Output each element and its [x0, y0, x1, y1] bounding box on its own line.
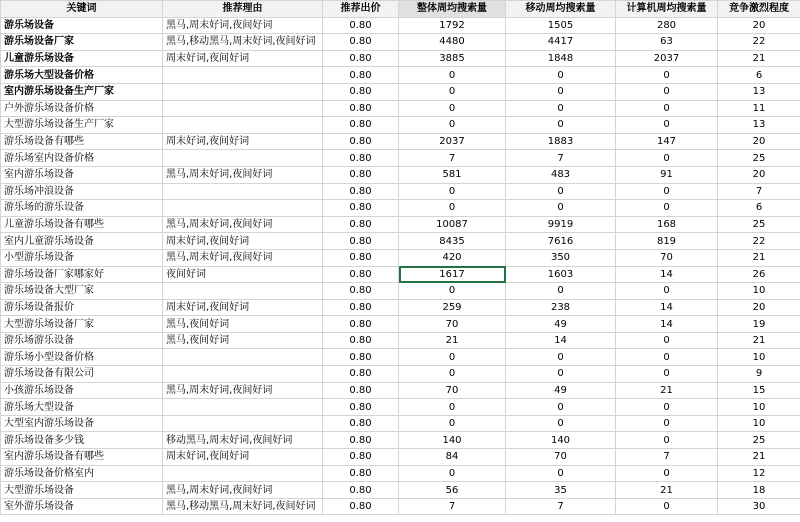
- mobile-search-cell[interactable]: 483: [506, 166, 616, 183]
- pc-search-cell[interactable]: 2037: [616, 50, 718, 67]
- keyword-cell[interactable]: 大型室内游乐场设备: [1, 415, 163, 432]
- total-search-cell[interactable]: 2037: [399, 133, 506, 150]
- mobile-search-cell[interactable]: 0: [506, 349, 616, 366]
- pc-search-cell[interactable]: 7: [616, 449, 718, 466]
- competition-cell[interactable]: 21: [718, 50, 800, 67]
- table-row: [1, 316, 800, 333]
- keyword-cell[interactable]: 游乐场设备有哪些: [1, 133, 163, 150]
- pc-search-cell[interactable]: 0: [616, 332, 718, 349]
- table-row: [1, 67, 800, 84]
- keyword-cell[interactable]: 游乐场设备报价: [1, 299, 163, 316]
- mobile-search-cell[interactable]: 0: [506, 67, 616, 84]
- mobile-search-cell[interactable]: 0: [506, 415, 616, 432]
- total-search-cell[interactable]: 0: [399, 349, 506, 366]
- mobile-search-cell[interactable]: 0: [506, 283, 616, 300]
- reason-cell[interactable]: [163, 415, 323, 432]
- mobile-search-cell[interactable]: 49: [506, 382, 616, 399]
- pc-search-cell[interactable]: 70: [616, 249, 718, 266]
- reason-cell[interactable]: [163, 117, 323, 134]
- keyword-cell[interactable]: 室内儿童游乐场设备: [1, 233, 163, 250]
- keyword-cell[interactable]: 游乐场小型设备价格: [1, 349, 163, 366]
- total-search-cell[interactable]: 0: [399, 283, 506, 300]
- reason-cell[interactable]: 周末好词,夜间好词: [163, 449, 323, 466]
- keyword-cell[interactable]: 大型游乐场设备生产厂家: [1, 117, 163, 134]
- competition-cell[interactable]: 25: [718, 150, 800, 167]
- keyword-cell[interactable]: 游乐场的游乐设备: [1, 200, 163, 217]
- competition-cell[interactable]: 10: [718, 399, 800, 416]
- mobile-search-cell[interactable]: 0: [506, 399, 616, 416]
- competition-cell[interactable]: 18: [718, 482, 800, 499]
- competition-cell[interactable]: 26: [718, 266, 800, 283]
- competition-cell[interactable]: 11: [718, 100, 800, 117]
- table-row: [1, 349, 800, 366]
- bid-cell[interactable]: 0.80: [323, 366, 399, 383]
- mobile-search-cell[interactable]: 0: [506, 200, 616, 217]
- column-header-keyword[interactable]: 关键词: [1, 1, 163, 18]
- bid-cell[interactable]: 0.80: [323, 299, 399, 316]
- pc-search-cell[interactable]: 0: [616, 498, 718, 515]
- bid-cell[interactable]: 0.80: [323, 266, 399, 283]
- pc-search-cell[interactable]: 0: [616, 349, 718, 366]
- table-row: [1, 299, 800, 316]
- bid-cell[interactable]: 0.80: [323, 133, 399, 150]
- reason-cell[interactable]: 周末好词,夜间好词: [163, 299, 323, 316]
- keyword-cell[interactable]: 游乐场设备有限公司: [1, 366, 163, 383]
- total-search-cell[interactable]: 0: [399, 415, 506, 432]
- bid-cell[interactable]: 0.80: [323, 283, 399, 300]
- mobile-search-cell[interactable]: 1883: [506, 133, 616, 150]
- total-search-cell[interactable]: 21: [399, 332, 506, 349]
- keyword-cell[interactable]: 户外游乐场设备价格: [1, 100, 163, 117]
- reason-cell[interactable]: 黑马,周末好词,夜间好词: [163, 166, 323, 183]
- bid-cell[interactable]: 0.80: [323, 449, 399, 466]
- pc-search-cell[interactable]: 0: [616, 67, 718, 84]
- table-row: [1, 465, 800, 482]
- pc-search-cell[interactable]: 0: [616, 399, 718, 416]
- mobile-search-cell[interactable]: 49: [506, 316, 616, 333]
- competition-cell[interactable]: 20: [718, 299, 800, 316]
- competition-cell[interactable]: 6: [718, 200, 800, 217]
- competition-cell[interactable]: 22: [718, 233, 800, 250]
- keyword-cell[interactable]: 游乐场设备价格室内: [1, 465, 163, 482]
- pc-search-cell[interactable]: 14: [616, 316, 718, 333]
- pc-search-cell[interactable]: 819: [616, 233, 718, 250]
- competition-cell[interactable]: 10: [718, 349, 800, 366]
- keyword-cell[interactable]: 游乐场设备厂家哪家好: [1, 266, 163, 283]
- total-search-cell[interactable]: 0: [399, 183, 506, 200]
- mobile-search-cell[interactable]: 1603: [506, 266, 616, 283]
- table-row: [1, 415, 800, 432]
- reason-cell[interactable]: 黑马,周末好词,夜间好词: [163, 249, 323, 266]
- table-row: [1, 34, 800, 51]
- pc-search-cell[interactable]: 63: [616, 34, 718, 51]
- mobile-search-cell[interactable]: 70: [506, 449, 616, 466]
- reason-cell[interactable]: [163, 283, 323, 300]
- pc-search-cell[interactable]: 0: [616, 432, 718, 449]
- total-search-cell[interactable]: 420: [399, 249, 506, 266]
- total-search-cell[interactable]: 0: [399, 100, 506, 117]
- reason-cell[interactable]: 夜间好词: [163, 266, 323, 283]
- mobile-search-cell[interactable]: 0: [506, 465, 616, 482]
- reason-cell[interactable]: [163, 399, 323, 416]
- reason-cell[interactable]: 黑马,周末好词,夜间好词: [163, 482, 323, 499]
- competition-cell[interactable]: 13: [718, 83, 800, 100]
- reason-cell[interactable]: 黑马,周末好词,夜间好词: [163, 382, 323, 399]
- total-search-cell[interactable]: 84: [399, 449, 506, 466]
- table-row: [1, 83, 800, 100]
- keyword-cell[interactable]: 室内游乐场设备有哪些: [1, 449, 163, 466]
- competition-cell[interactable]: 6: [718, 67, 800, 84]
- pc-search-cell[interactable]: 168: [616, 216, 718, 233]
- table-row: [1, 432, 800, 449]
- competition-cell[interactable]: 20: [718, 17, 800, 34]
- competition-cell[interactable]: 9: [718, 366, 800, 383]
- competition-cell[interactable]: 20: [718, 166, 800, 183]
- keyword-cell[interactable]: 游乐场大型设备: [1, 399, 163, 416]
- mobile-search-cell[interactable]: 0: [506, 366, 616, 383]
- reason-cell[interactable]: 周末好词,夜间好词: [163, 133, 323, 150]
- mobile-search-cell[interactable]: 14: [506, 332, 616, 349]
- keyword-cell[interactable]: 儿童游乐场设备有哪些: [1, 216, 163, 233]
- bid-cell[interactable]: 0.80: [323, 100, 399, 117]
- mobile-search-cell[interactable]: 1505: [506, 17, 616, 34]
- total-search-cell[interactable]: 10087: [399, 216, 506, 233]
- competition-cell[interactable]: 22: [718, 34, 800, 51]
- reason-cell[interactable]: [163, 349, 323, 366]
- bid-cell[interactable]: 0.80: [323, 150, 399, 167]
- table-row: [1, 482, 800, 499]
- total-search-cell[interactable]: 3885: [399, 50, 506, 67]
- keyword-cell[interactable]: 大型游乐场设备厂家: [1, 316, 163, 333]
- bid-cell[interactable]: 0.80: [323, 17, 399, 34]
- total-search-cell[interactable]: 8435: [399, 233, 506, 250]
- keyword-cell[interactable]: 小孩游乐场设备: [1, 382, 163, 399]
- keyword-cell[interactable]: 游乐场设备: [1, 17, 163, 34]
- table-row: [1, 183, 800, 200]
- competition-cell[interactable]: 21: [718, 332, 800, 349]
- total-search-cell[interactable]: 7: [399, 498, 506, 515]
- competition-cell[interactable]: 25: [718, 432, 800, 449]
- total-search-cell[interactable]: 259: [399, 299, 506, 316]
- mobile-search-cell[interactable]: 7: [506, 150, 616, 167]
- pc-search-cell[interactable]: 0: [616, 465, 718, 482]
- total-search-cell[interactable]: 1617: [399, 266, 506, 283]
- mobile-search-cell[interactable]: 7: [506, 498, 616, 515]
- pc-search-cell[interactable]: 0: [616, 283, 718, 300]
- mobile-search-cell[interactable]: 0: [506, 183, 616, 200]
- table-row: [1, 150, 800, 167]
- competition-cell[interactable]: 10: [718, 283, 800, 300]
- bid-cell[interactable]: 0.80: [323, 200, 399, 217]
- bid-cell[interactable]: 0.80: [323, 249, 399, 266]
- reason-cell[interactable]: 黑马,夜间好词: [163, 316, 323, 333]
- total-search-cell[interactable]: 70: [399, 316, 506, 333]
- competition-cell[interactable]: 10: [718, 415, 800, 432]
- keyword-cell[interactable]: 室外游乐场设备: [1, 498, 163, 515]
- reason-cell[interactable]: [163, 150, 323, 167]
- pc-search-cell[interactable]: 91: [616, 166, 718, 183]
- bid-cell[interactable]: 0.80: [323, 83, 399, 100]
- pc-search-cell[interactable]: 0: [616, 366, 718, 383]
- competition-cell[interactable]: 21: [718, 249, 800, 266]
- keyword-cell[interactable]: 大型游乐场设备: [1, 482, 163, 499]
- column-header-total-search[interactable]: 整体周均搜索量: [399, 1, 506, 18]
- competition-cell[interactable]: 25: [718, 216, 800, 233]
- competition-cell[interactable]: 21: [718, 449, 800, 466]
- bid-cell[interactable]: 0.80: [323, 415, 399, 432]
- reason-cell[interactable]: 黑马,夜间好词: [163, 332, 323, 349]
- keyword-cell[interactable]: 室内游乐场设备生产厂家: [1, 83, 163, 100]
- pc-search-cell[interactable]: 0: [616, 415, 718, 432]
- total-search-cell[interactable]: 0: [399, 67, 506, 84]
- competition-cell[interactable]: 7: [718, 183, 800, 200]
- table-row: [1, 382, 800, 399]
- total-search-cell[interactable]: 0: [399, 117, 506, 134]
- mobile-search-cell[interactable]: 9919: [506, 216, 616, 233]
- keyword-cell[interactable]: 室内游乐场设备: [1, 166, 163, 183]
- mobile-search-cell[interactable]: 0: [506, 83, 616, 100]
- reason-cell[interactable]: 黑马,周末好词,夜间好词: [163, 216, 323, 233]
- table-row: [1, 449, 800, 466]
- reason-cell[interactable]: [163, 100, 323, 117]
- competition-cell[interactable]: 13: [718, 117, 800, 134]
- keyword-cell[interactable]: 游乐场游乐设备: [1, 332, 163, 349]
- pc-search-cell[interactable]: 0: [616, 150, 718, 167]
- pc-search-cell[interactable]: 14: [616, 299, 718, 316]
- bid-cell[interactable]: 0.80: [323, 233, 399, 250]
- bid-cell[interactable]: 0.80: [323, 482, 399, 499]
- total-search-cell[interactable]: 0: [399, 366, 506, 383]
- mobile-search-cell[interactable]: 7616: [506, 233, 616, 250]
- bid-cell[interactable]: 0.80: [323, 34, 399, 51]
- mobile-search-cell[interactable]: 0: [506, 117, 616, 134]
- reason-cell[interactable]: [163, 465, 323, 482]
- total-search-cell[interactable]: 0: [399, 465, 506, 482]
- bid-cell[interactable]: 0.80: [323, 465, 399, 482]
- reason-cell[interactable]: 黑马,移动黑马,周末好词,夜间好词: [163, 498, 323, 515]
- table-row: [1, 100, 800, 117]
- table-row: [1, 498, 800, 515]
- table-row: [1, 17, 800, 34]
- total-search-cell[interactable]: 4480: [399, 34, 506, 51]
- pc-search-cell[interactable]: 0: [616, 200, 718, 217]
- competition-cell[interactable]: 30: [718, 498, 800, 515]
- competition-cell[interactable]: 19: [718, 316, 800, 333]
- keyword-cell[interactable]: 游乐场设备大型厂家: [1, 283, 163, 300]
- pc-search-cell[interactable]: 21: [616, 482, 718, 499]
- keyword-cell[interactable]: 游乐场冲浪设备: [1, 183, 163, 200]
- reason-cell[interactable]: 移动黑马,周末好词,夜间好词: [163, 432, 323, 449]
- bid-cell[interactable]: 0.80: [323, 498, 399, 515]
- bid-cell[interactable]: 0.80: [323, 432, 399, 449]
- bid-cell[interactable]: 0.80: [323, 117, 399, 134]
- pc-search-cell[interactable]: 21: [616, 382, 718, 399]
- competition-cell[interactable]: 20: [718, 133, 800, 150]
- bid-cell[interactable]: 0.80: [323, 50, 399, 67]
- column-header-bid[interactable]: 推荐出价: [323, 1, 399, 18]
- reason-cell[interactable]: 黑马,移动黑马,周末好词,夜间好词: [163, 34, 323, 51]
- bid-cell[interactable]: 0.80: [323, 316, 399, 333]
- mobile-search-cell[interactable]: 350: [506, 249, 616, 266]
- pc-search-cell[interactable]: 280: [616, 17, 718, 34]
- total-search-cell[interactable]: 56: [399, 482, 506, 499]
- keyword-cell[interactable]: 小型游乐场设备: [1, 249, 163, 266]
- table-row: [1, 332, 800, 349]
- mobile-search-cell[interactable]: 0: [506, 100, 616, 117]
- reason-cell[interactable]: [163, 183, 323, 200]
- table-row: [1, 200, 800, 217]
- table-row: [1, 283, 800, 300]
- reason-cell[interactable]: [163, 67, 323, 84]
- bid-cell[interactable]: 0.80: [323, 382, 399, 399]
- mobile-search-cell[interactable]: 238: [506, 299, 616, 316]
- table-row: [1, 399, 800, 416]
- pc-search-cell[interactable]: 14: [616, 266, 718, 283]
- reason-cell[interactable]: [163, 83, 323, 100]
- table-row: [1, 249, 800, 266]
- table-row: [1, 216, 800, 233]
- reason-cell[interactable]: [163, 200, 323, 217]
- total-search-cell[interactable]: 0: [399, 399, 506, 416]
- total-search-cell[interactable]: 0: [399, 83, 506, 100]
- competition-cell[interactable]: 15: [718, 382, 800, 399]
- table-row: [1, 366, 800, 383]
- mobile-search-cell[interactable]: 140: [506, 432, 616, 449]
- reason-cell[interactable]: 黑马,周末好词,夜间好词: [163, 17, 323, 34]
- table-body: [1, 17, 800, 515]
- table-row: [1, 166, 800, 183]
- pc-search-cell[interactable]: 0: [616, 117, 718, 134]
- mobile-search-cell[interactable]: 35: [506, 482, 616, 499]
- mobile-search-cell[interactable]: 1848: [506, 50, 616, 67]
- reason-cell[interactable]: 周末好词,夜间好词: [163, 233, 323, 250]
- bid-cell[interactable]: 0.80: [323, 349, 399, 366]
- bid-cell[interactable]: 0.80: [323, 216, 399, 233]
- keyword-cell[interactable]: 儿童游乐场设备: [1, 50, 163, 67]
- total-search-cell[interactable]: 581: [399, 166, 506, 183]
- bid-cell[interactable]: 0.80: [323, 166, 399, 183]
- table-row: [1, 233, 800, 250]
- column-header-mobile-search[interactable]: 移动周均搜索量: [506, 1, 616, 18]
- bid-cell[interactable]: 0.80: [323, 399, 399, 416]
- column-header-reason[interactable]: 推荐理由: [163, 1, 323, 18]
- total-search-cell[interactable]: 0: [399, 200, 506, 217]
- table-row: [1, 133, 800, 150]
- bid-cell[interactable]: 0.80: [323, 332, 399, 349]
- keyword-cell[interactable]: 游乐场室内设备价格: [1, 150, 163, 167]
- bid-cell[interactable]: 0.80: [323, 67, 399, 84]
- table-row: [1, 266, 800, 283]
- pc-search-cell[interactable]: 0: [616, 83, 718, 100]
- pc-search-cell[interactable]: 0: [616, 183, 718, 200]
- pc-search-cell[interactable]: 0: [616, 100, 718, 117]
- total-search-cell[interactable]: 140: [399, 432, 506, 449]
- keyword-cell[interactable]: 游乐场大型设备价格: [1, 67, 163, 84]
- column-header-pc-search[interactable]: 计算机周均搜索量: [616, 1, 718, 18]
- keyword-cell[interactable]: 游乐场设备厂家: [1, 34, 163, 51]
- pc-search-cell[interactable]: 147: [616, 133, 718, 150]
- total-search-cell[interactable]: 7: [399, 150, 506, 167]
- table-row: [1, 50, 800, 67]
- bid-cell[interactable]: 0.80: [323, 183, 399, 200]
- reason-cell[interactable]: 周末好词,夜间好词: [163, 50, 323, 67]
- keyword-cell[interactable]: 游乐场设备多少钱: [1, 432, 163, 449]
- table-row: [1, 117, 800, 134]
- column-header-competition[interactable]: 竞争激烈程度: [718, 1, 800, 18]
- total-search-cell[interactable]: 1792: [399, 17, 506, 34]
- reason-cell[interactable]: [163, 366, 323, 383]
- competition-cell[interactable]: 12: [718, 465, 800, 482]
- mobile-search-cell[interactable]: 4417: [506, 34, 616, 51]
- total-search-cell[interactable]: 70: [399, 382, 506, 399]
- header-row: [1, 1, 800, 18]
